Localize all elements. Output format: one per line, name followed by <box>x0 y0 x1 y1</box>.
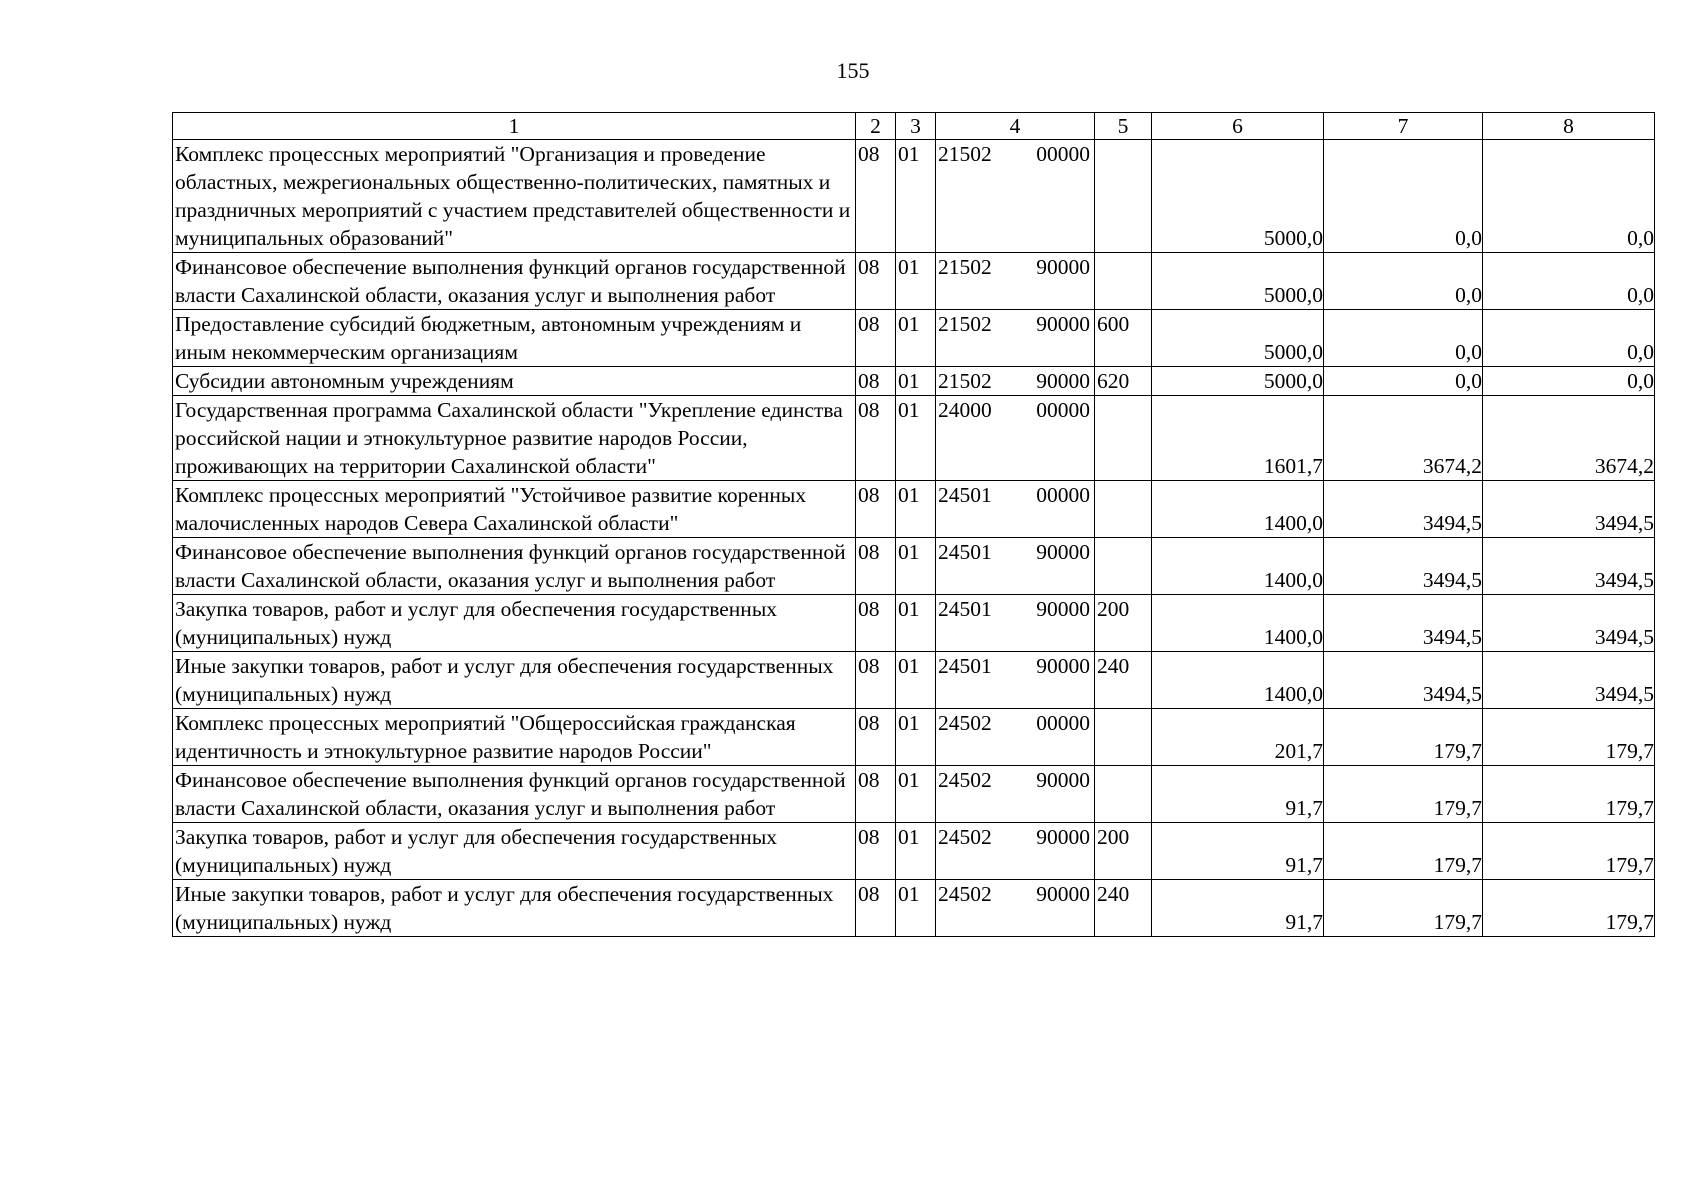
amount-col7: 179,7 <box>1324 766 1483 823</box>
target-article-direction: 00000 <box>1036 483 1090 507</box>
table-row <box>173 140 1655 253</box>
expense-type-code <box>1095 481 1152 538</box>
section-code: 08 <box>856 880 896 937</box>
subsection-code: 01 <box>896 823 936 880</box>
amount-col7: 179,7 <box>1324 880 1483 937</box>
amount-col6: 1400,0 <box>1152 481 1324 538</box>
row-name: Комплекс процессных мероприятий "Устойчивое развитие коренных малочисленных народов Севера Сахалинской области" <box>173 481 856 538</box>
amount-col6: 91,7 <box>1152 766 1324 823</box>
table-row <box>173 652 1655 709</box>
target-article-direction: 90000 <box>1036 597 1090 621</box>
header-cell: 7 <box>1324 113 1483 140</box>
row-name: Закупка товаров, работ и услуг для обеспечения государственных (муниципальных) нужд <box>173 823 856 880</box>
amount-col7: 3494,5 <box>1324 481 1483 538</box>
header-cell: 4 <box>936 113 1095 140</box>
expense-type-code: 240 <box>1095 880 1152 937</box>
row-name: Предоставление субсидий бюджетным, автономным учреждениям и иным некоммерческим организациям <box>173 310 856 367</box>
amount-col8: 179,7 <box>1483 766 1655 823</box>
section-code: 08 <box>856 538 896 595</box>
subsection-code: 01 <box>896 766 936 823</box>
target-article-code <box>936 823 1095 880</box>
subsection-code: 01 <box>896 652 936 709</box>
target-article-direction: 90000 <box>1036 312 1090 336</box>
subsection-code: 01 <box>896 481 936 538</box>
target-article-program: 21502 <box>938 369 992 393</box>
expense-type-code <box>1095 709 1152 766</box>
table-row <box>173 595 1655 652</box>
page-number: 155 <box>836 58 870 83</box>
header-cell: 6 <box>1152 113 1324 140</box>
target-article-code <box>936 396 1095 481</box>
amount-col7: 3494,5 <box>1324 538 1483 595</box>
table-row <box>173 367 1655 396</box>
section-code: 08 <box>856 481 896 538</box>
target-article-direction: 00000 <box>1036 142 1090 166</box>
amount-col8: 0,0 <box>1483 310 1655 367</box>
expense-type-code <box>1095 253 1152 310</box>
amount-col6: 91,7 <box>1152 823 1324 880</box>
expense-type-code <box>1095 140 1152 253</box>
table-row <box>173 396 1655 481</box>
target-article-direction: 90000 <box>1036 882 1090 906</box>
target-article-code <box>936 538 1095 595</box>
target-article-code <box>936 367 1095 396</box>
table-row <box>173 823 1655 880</box>
budget-table <box>172 112 1655 937</box>
amount-col6: 1601,7 <box>1152 396 1324 481</box>
amount-col7: 0,0 <box>1324 310 1483 367</box>
table-row <box>173 538 1655 595</box>
amount-col7: 179,7 <box>1324 823 1483 880</box>
target-article-program: 24502 <box>938 825 992 849</box>
row-name: Финансовое обеспечение выполнения функций органов государственной власти Сахалинской области, оказания услуг и выполнения работ <box>173 766 856 823</box>
subsection-code: 01 <box>896 595 936 652</box>
table-row <box>173 481 1655 538</box>
amount-col7: 3494,5 <box>1324 652 1483 709</box>
row-name: Государственная программа Сахалинской области "Укрепление единства российской нации и этнокультурное развитие народов России, проживающих на территории Сахалинской области" <box>173 396 856 481</box>
amount-col8: 3674,2 <box>1483 396 1655 481</box>
amount-col8: 3494,5 <box>1483 538 1655 595</box>
header-cell: 8 <box>1483 113 1655 140</box>
amount-col6: 91,7 <box>1152 880 1324 937</box>
row-name: Комплекс процессных мероприятий "Общероссийская гражданская идентичность и этнокультурное развитие народов России" <box>173 709 856 766</box>
amount-col7: 3674,2 <box>1324 396 1483 481</box>
subsection-code: 01 <box>896 709 936 766</box>
amount-col8: 3494,5 <box>1483 481 1655 538</box>
target-article-direction: 90000 <box>1036 369 1090 393</box>
table-row <box>173 310 1655 367</box>
target-article-direction: 00000 <box>1036 711 1090 735</box>
header-cell: 3 <box>896 113 936 140</box>
amount-col6: 1400,0 <box>1152 538 1324 595</box>
target-article-direction: 90000 <box>1036 540 1090 564</box>
target-article-code <box>936 709 1095 766</box>
amount-col7: 0,0 <box>1324 253 1483 310</box>
amount-col7: 179,7 <box>1324 709 1483 766</box>
subsection-code: 01 <box>896 310 936 367</box>
header-row <box>173 113 1655 140</box>
target-article-direction: 90000 <box>1036 654 1090 678</box>
target-article-program: 24501 <box>938 483 992 507</box>
target-article-direction: 00000 <box>1036 398 1090 422</box>
subsection-code: 01 <box>896 253 936 310</box>
expense-type-code: 200 <box>1095 595 1152 652</box>
section-code: 08 <box>856 823 896 880</box>
amount-col8: 3494,5 <box>1483 595 1655 652</box>
target-article-program: 24501 <box>938 540 992 564</box>
target-article-program: 24502 <box>938 711 992 735</box>
amount-col7: 0,0 <box>1324 367 1483 396</box>
expense-type-code: 240 <box>1095 652 1152 709</box>
subsection-code: 01 <box>896 396 936 481</box>
target-article-direction: 90000 <box>1036 768 1090 792</box>
target-article-program: 24501 <box>938 597 992 621</box>
section-code: 08 <box>856 140 896 253</box>
target-article-code <box>936 652 1095 709</box>
amount-col6: 1400,0 <box>1152 652 1324 709</box>
amount-col6: 1400,0 <box>1152 595 1324 652</box>
amount-col8: 179,7 <box>1483 709 1655 766</box>
amount-col6: 201,7 <box>1152 709 1324 766</box>
target-article-code <box>936 310 1095 367</box>
target-article-program: 24000 <box>938 398 992 422</box>
section-code: 08 <box>856 595 896 652</box>
header-cell: 2 <box>856 113 896 140</box>
section-code: 08 <box>856 709 896 766</box>
target-article-code <box>936 880 1095 937</box>
row-name: Закупка товаров, работ и услуг для обеспечения государственных (муниципальных) нужд <box>173 595 856 652</box>
subsection-code: 01 <box>896 367 936 396</box>
table-row <box>173 766 1655 823</box>
amount-col6: 5000,0 <box>1152 367 1324 396</box>
amount-col8: 179,7 <box>1483 880 1655 937</box>
amount-col6: 5000,0 <box>1152 140 1324 253</box>
target-article-code <box>936 140 1095 253</box>
target-article-direction: 90000 <box>1036 255 1090 279</box>
target-article-code <box>936 766 1095 823</box>
table-row <box>173 880 1655 937</box>
section-code: 08 <box>856 652 896 709</box>
target-article-program: 24501 <box>938 654 992 678</box>
expense-type-code <box>1095 766 1152 823</box>
expense-type-code: 620 <box>1095 367 1152 396</box>
amount-col7: 3494,5 <box>1324 595 1483 652</box>
target-article-code <box>936 253 1095 310</box>
header-cell: 1 <box>173 113 856 140</box>
amount-col7: 0,0 <box>1324 140 1483 253</box>
target-article-code <box>936 481 1095 538</box>
section-code: 08 <box>856 367 896 396</box>
row-name: Субсидии автономным учреждениям <box>173 367 856 396</box>
expense-type-code: 600 <box>1095 310 1152 367</box>
table-body <box>173 140 1655 937</box>
amount-col6: 5000,0 <box>1152 253 1324 310</box>
section-code: 08 <box>856 310 896 367</box>
row-name: Комплекс процессных мероприятий "Организация и проведение областных, межрегиональных общественно-политических, памятных и праздничных мероприятий с участием представителей общественности и муниципальных образований" <box>173 140 856 253</box>
header-cell: 5 <box>1095 113 1152 140</box>
subsection-code: 01 <box>896 538 936 595</box>
section-code: 08 <box>856 396 896 481</box>
amount-col8: 0,0 <box>1483 140 1655 253</box>
target-article-program: 24502 <box>938 768 992 792</box>
target-article-direction: 90000 <box>1036 825 1090 849</box>
target-article-program: 24502 <box>938 882 992 906</box>
target-article-program: 21502 <box>938 255 992 279</box>
amount-col8: 179,7 <box>1483 823 1655 880</box>
expense-type-code: 200 <box>1095 823 1152 880</box>
section-code: 08 <box>856 253 896 310</box>
target-article-program: 21502 <box>938 142 992 166</box>
row-name: Иные закупки товаров, работ и услуг для обеспечения государственных (муниципальных) нужд <box>173 880 856 937</box>
expense-type-code <box>1095 396 1152 481</box>
target-article-code <box>936 595 1095 652</box>
table-row <box>173 709 1655 766</box>
expense-type-code <box>1095 538 1152 595</box>
section-code: 08 <box>856 766 896 823</box>
amount-col8: 0,0 <box>1483 367 1655 396</box>
target-article-program: 21502 <box>938 312 992 336</box>
row-name: Финансовое обеспечение выполнения функций органов государственной власти Сахалинской области, оказания услуг и выполнения работ <box>173 253 856 310</box>
subsection-code: 01 <box>896 880 936 937</box>
amount-col6: 5000,0 <box>1152 310 1324 367</box>
table-row <box>173 253 1655 310</box>
subsection-code: 01 <box>896 140 936 253</box>
row-name: Финансовое обеспечение выполнения функций органов государственной власти Сахалинской области, оказания услуг и выполнения работ <box>173 538 856 595</box>
row-name: Иные закупки товаров, работ и услуг для обеспечения государственных (муниципальных) нужд <box>173 652 856 709</box>
amount-col8: 3494,5 <box>1483 652 1655 709</box>
amount-col8: 0,0 <box>1483 253 1655 310</box>
